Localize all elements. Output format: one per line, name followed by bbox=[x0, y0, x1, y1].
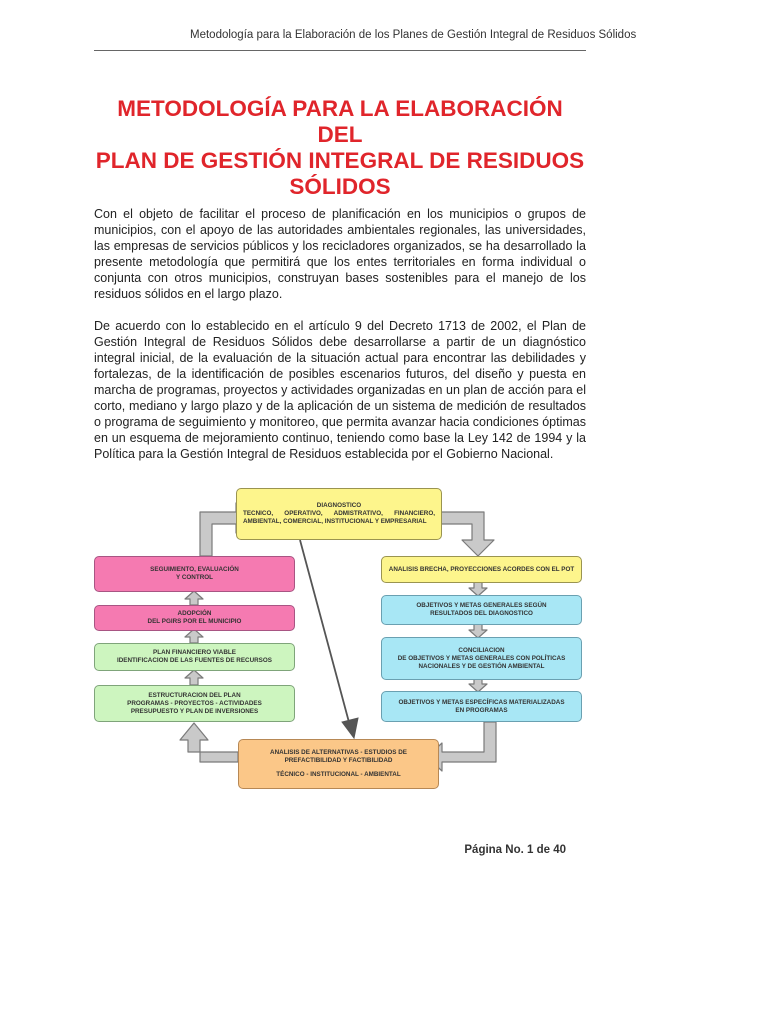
brecha-box bbox=[381, 556, 582, 583]
seguimiento-line-2: Y CONTROL bbox=[176, 574, 213, 581]
estructuracion-line-1: ESTRUCTURACION DEL PLAN bbox=[148, 691, 241, 699]
objetivos-especificos-line-2: EN PROGRAMAS bbox=[455, 706, 508, 714]
arrow-alternativas-to-estructuracion bbox=[180, 723, 238, 762]
brecha-label: ANALISIS BRECHA, PROYECCIONES ACORDES CON EL POT bbox=[388, 565, 575, 573]
alternativas-line-2: TÉCNICO - INSTITUCIONAL - AMBIENTAL bbox=[276, 771, 401, 778]
title-line-1: METODOLOGÍA PARA LA ELABORACIÓN DEL bbox=[117, 96, 563, 147]
arrow-diagnostico-to-brecha bbox=[440, 512, 494, 556]
conciliacion-title: CONCILIACION bbox=[458, 646, 505, 654]
seguimiento-box bbox=[94, 556, 295, 592]
arrow-objetivos-to-conciliacion bbox=[469, 624, 487, 638]
objetivos-generales-line-1: OBJETIVOS Y METAS GENERALES SEGÚN bbox=[416, 602, 547, 609]
running-header: Metodología para la Elaboración de los Planes de Gestión Integral de Residuos Sólidos bbox=[190, 29, 637, 41]
objetivos-generales-line-2: RESULTADOS DEL DIAGNOSTICO bbox=[430, 610, 533, 617]
title-line-3: SÓLIDOS bbox=[289, 174, 391, 199]
page-number: Página No. 1 de 40 bbox=[464, 844, 566, 856]
estructuracion-box bbox=[94, 685, 295, 722]
estructuracion-line-2: PROGRAMAS - PROYECTOS - ACTIVIDADES bbox=[127, 699, 262, 707]
arrow-adopcion-to-seguimiento bbox=[185, 591, 203, 605]
seguimiento-line-1: SEGUIMIENTO, EVALUACIÓN bbox=[150, 566, 239, 573]
diagnostico-detail: TECNICO, OPERATIVO, ADMISTRATIVO, FINANCIERO, AMBIENTAL, COMERCIAL, INSTITUCIONAL Y EMPRESARIAL bbox=[243, 510, 435, 525]
title-line-2: PLAN DE GESTIÓN INTEGRAL DE RESIDUOS bbox=[95, 148, 585, 173]
conciliacion-detail: DE OBJETIVOS Y METAS GENERALES CON POLÍTICAS NACIONALES Y DE GESTIÓN AMBIENTAL bbox=[397, 654, 566, 670]
adopcion-line-1: ADOPCIÓN bbox=[177, 610, 212, 617]
adopcion-line-2: DEL PGIRS POR EL MUNICIPIO bbox=[147, 618, 242, 625]
conciliacion-box bbox=[381, 637, 582, 680]
objetivos-generales-box bbox=[381, 595, 582, 625]
plan-financiero-line-2: IDENTIFICACION DE LAS FUENTES DE RECURSOS bbox=[117, 657, 272, 664]
paragraph-decree: De acuerdo con lo establecido en el artículo 9 del Decreto 1713 de 2002, el Plan de Gestión Integral de Residuos Sólidos debe desarrollarse a partir de un diagnóstico integral inicial, de la evaluación de la situación actual para encontrar las debilidades y fortalezas, de la identificación de posibles escenarios futuros, del diseño y puesta en marcha de programas, proyectos y actividades organizadas en un plan de acción para el corto, mediano y largo plazo y de la aplicación de un sistema de medición de resultados o programa de seguimiento y monitoreo, que permita avanzar hacia condiciones óptimas en un esquema de mejoramiento continuo, teniendo como base la Ley 142 de 1994 y la Política para la Gestión Integral de Residuos establecida por el Gobierno Nacional. bbox=[94, 319, 586, 461]
arrow-diagnostico-to-alternativas-head bbox=[342, 718, 358, 738]
arrow-estructuracion-to-plan bbox=[185, 670, 203, 685]
diagnostico-title: DIAGNOSTICO bbox=[316, 502, 362, 509]
paragraph-intro: Con el objeto de facilitar el proceso de planificación en los municipios o grupos de municipios, con el apoyo de las autoridades ambientales regionales, las universidades, las empresas de servicios públicos y los recicladores organizados, se ha desarrollado la presente metodología que permitirá que los entes territoriales en forma individual o conjunta con otros municipios, construyan bases sostenibles para el manejo de los residuos sólidos en el largo plazo. bbox=[94, 207, 586, 301]
alternativas-box bbox=[238, 739, 439, 789]
plan-financiero-line-1: PLAN FINANCIERO VIABLE bbox=[153, 649, 236, 656]
alternativas-line-1: ANALISIS DE ALTERNATIVAS - ESTUDIOS DE PREFACTIBILIDAD Y FACTIBILIDAD bbox=[270, 749, 407, 764]
diagnostico-box bbox=[236, 488, 442, 540]
arrow-brecha-to-objetivos bbox=[469, 582, 487, 596]
adopcion-box bbox=[94, 605, 295, 631]
plan-financiero-box bbox=[94, 643, 295, 671]
objetivos-especificos-box bbox=[381, 691, 582, 722]
estructuracion-line-3: PRESUPUESTO Y PLAN DE INVERSIONES bbox=[130, 707, 259, 715]
arrow-diagnostico-to-alternativas-line bbox=[300, 540, 350, 726]
objetivos-especificos-line-1: OBJETIVOS Y METAS ESPECÍFICAS MATERIALIZADAS bbox=[398, 698, 565, 706]
arrow-plan-to-adopcion bbox=[185, 629, 203, 643]
